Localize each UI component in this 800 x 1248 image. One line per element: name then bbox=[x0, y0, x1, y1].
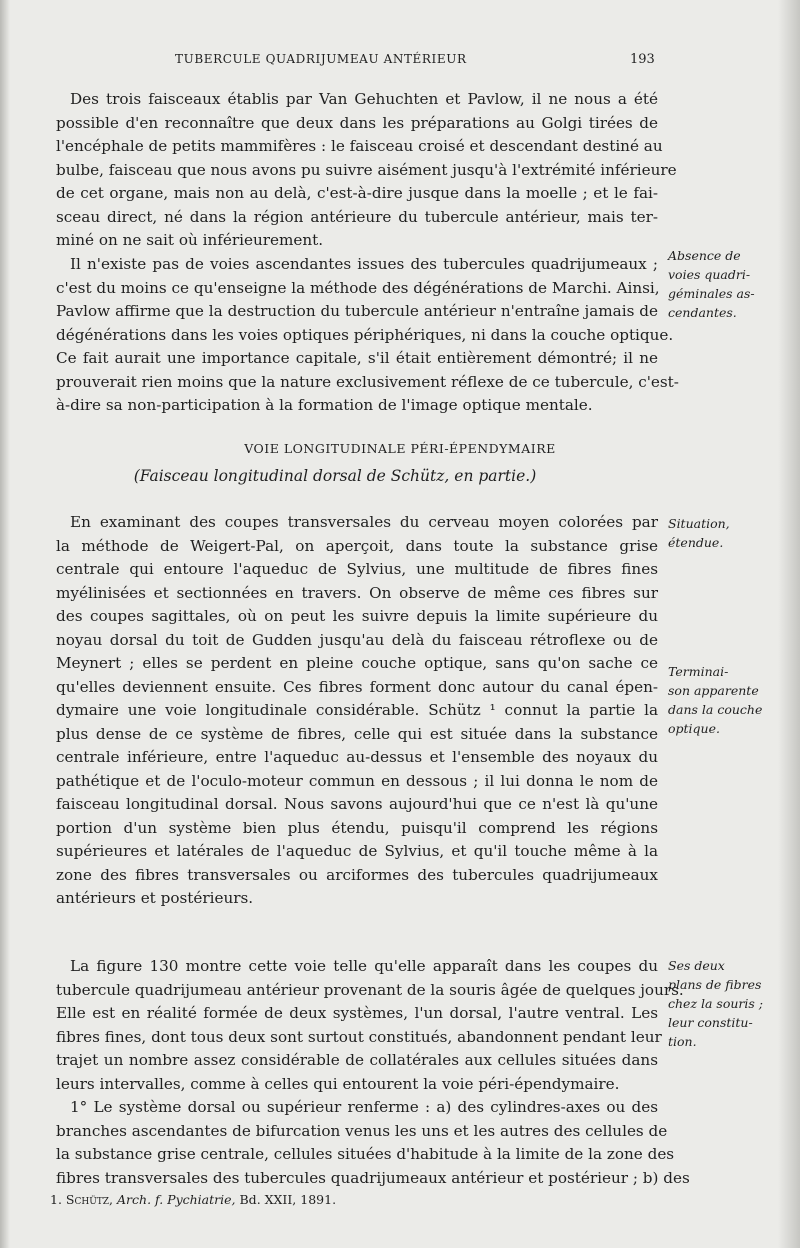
text-line: centrale inférieure, entre l'aqueduc au-dessus et l'ensemble des noyaux du bbox=[56, 748, 658, 766]
margin-note-line: chez la souris ; bbox=[668, 996, 763, 1011]
text-line: qu'elles deviennent ensuite. Ces fibres forment donc autour du canal épen- bbox=[56, 677, 658, 696]
footnote-mark: 1. bbox=[50, 1192, 62, 1207]
footnote-author: Schütz, bbox=[65, 1192, 114, 1207]
text-line: plus dense de ce système de fibres, celle qui est située dans la substance bbox=[56, 724, 658, 743]
text-line: l'encéphale de petits mammifères : le faisceau croisé et descendant destiné au bbox=[56, 137, 663, 155]
text-line: fibres fines, dont tous deux sont surtout constitués, abandonnent pendant leur bbox=[56, 1027, 662, 1046]
text-line: miné on ne sait où inférieurement. bbox=[56, 231, 324, 249]
margin-note-line: étendue. bbox=[668, 535, 724, 550]
margin-note-line: Ses deux bbox=[668, 958, 725, 973]
text-line: c'est du moins ce qu'enseigne la méthode des dégénérations de Marchi. Ainsi, bbox=[56, 278, 660, 297]
text-line: prouverait rien moins que la nature exclusivement réflexe de ce tubercule, c'est- bbox=[56, 372, 679, 391]
text-line: à-dire sa non-participation à la formation de l'image optique mentale. bbox=[56, 396, 593, 414]
text-line: de cet organe, mais non au delà, c'est-à-dire jusque dans la moelle ; et le fai- bbox=[56, 184, 658, 202]
text-line: possible d'en reconnaître que deux dans les préparations au Golgi tirées de bbox=[56, 113, 658, 132]
margin-note-line: leur constitu- bbox=[668, 1015, 753, 1030]
margin-note-line: Terminai- bbox=[668, 664, 729, 679]
running-head: TUBERCULE QUADRIJUMEAU ANTÉRIEUR bbox=[175, 52, 467, 66]
margin-note-line: optique. bbox=[668, 721, 720, 736]
text-line: En examinant des coupes transversales du cerveau moyen colorées par bbox=[70, 513, 658, 531]
paragraph bbox=[56, 88, 677, 253]
text-line: 1° Le système dorsal ou supérieur renferme : a) des cylindres-axes ou des bbox=[70, 1098, 658, 1116]
margin-note-line: dans la couche bbox=[668, 702, 763, 717]
text-line: antérieurs et postérieurs. bbox=[56, 889, 254, 907]
margin-note-line: géminales as- bbox=[668, 286, 755, 301]
margin-note-line: cendantes. bbox=[668, 305, 737, 320]
margin-note bbox=[668, 662, 786, 738]
text-line: leurs intervalles, comme à celles qui entourent la voie péri-épendymaire. bbox=[56, 1074, 620, 1093]
text-line: tubercule quadrijumeau antérieur provenant de la souris âgée de quelques jours. bbox=[56, 980, 684, 999]
text-line: la substance grise centrale, cellules situées d'habitude à la limite de la zone des bbox=[56, 1145, 675, 1163]
margin-note-line: Absence de bbox=[668, 248, 741, 263]
text-line: La figure 130 montre cette voie telle qu'elle apparaît dans les coupes du bbox=[70, 957, 658, 975]
text-line: portion d'un système bien plus étendu, puisqu'il comprend les régions bbox=[56, 818, 658, 837]
section-title: VOIE LONGITUDINALE PÉRI-ÉPENDYMAIRE bbox=[244, 441, 556, 456]
text-line: la méthode de Weigert-Pal, on aperçoit, dans toute la substance grise bbox=[56, 536, 658, 555]
text-line: myélinisées et sectionnées en travers. On observe de même ces fibres sur bbox=[56, 583, 658, 602]
margin-note-line: tion. bbox=[668, 1034, 697, 1049]
text-line: faisceau longitudinal dorsal. Nous savons aujourd'hui que ce n'est là qu'une bbox=[56, 795, 658, 813]
text-line: branches ascendantes de bifurcation venus les uns et les autres des cellules de bbox=[56, 1121, 668, 1140]
margin-note bbox=[668, 246, 786, 322]
text-line: Elle est en réalité formée de deux systèmes, l'un dorsal, l'autre ventral. Les bbox=[56, 1004, 658, 1022]
text-line: supérieures et latérales de l'aqueduc de Sylvius, et qu'il touche même à la bbox=[56, 842, 658, 860]
text-line: Des trois faisceaux établis par Van Gehuchten et Pavlow, il ne nous a été bbox=[70, 90, 658, 108]
text-line: pathétique et de l'oculo-moteur commun en dessous ; il lui donna le nom de bbox=[56, 771, 658, 790]
margin-note bbox=[668, 514, 786, 552]
text-line: noyau dorsal du toit de Gudden jusqu'au delà du faisceau rétroflexe ou de bbox=[56, 630, 658, 649]
footnote-reference: Bd. XXII, 1891. bbox=[239, 1192, 337, 1207]
margin-note-line: Situation, bbox=[668, 516, 730, 531]
text-line: dymaire une voie longitudinale considérable. Schütz ¹ connut la partie la bbox=[56, 701, 658, 719]
page-number: 193 bbox=[630, 52, 655, 67]
margin-note-line: son apparente bbox=[668, 683, 759, 698]
text-line: sceau direct, né dans la région antérieure du tubercule antérieur, mais ter- bbox=[56, 207, 658, 226]
text-line: centrale qui entoure l'aqueduc de Sylvius, une multitude de fibres fines bbox=[56, 560, 658, 578]
paragraph bbox=[56, 511, 658, 911]
text-line: Meynert ; elles se perdent en pleine couche optique, sans qu'on sache ce bbox=[56, 654, 658, 672]
text-line: Ce fait aurait une importance capitale, s'il était entièrement démontré; il ne bbox=[56, 349, 658, 367]
text-line: Pavlow affirme que la destruction du tubercule antérieur n'entraîne jamais de bbox=[56, 302, 658, 320]
paragraph bbox=[56, 1096, 690, 1190]
paragraph bbox=[56, 253, 679, 418]
text-line: des coupes sagittales, où on peut les suivre depuis la limite supérieure du bbox=[56, 607, 658, 625]
text-line: zone des fibres transversales ou arciformes des tubercules quadrijumeaux bbox=[56, 865, 658, 884]
text-line: trajet un nombre assez considérable de collatérales aux cellules situées dans bbox=[56, 1051, 658, 1069]
page-edge-shadow bbox=[778, 0, 800, 1248]
footnote-journal: Arch. f. Pychiatrie, bbox=[117, 1192, 236, 1207]
section-subtitle: (Faisceau longitudinal dorsal de Schütz, en partie.) bbox=[133, 467, 537, 485]
margin-note bbox=[668, 956, 786, 1051]
margin-note-line: plans de fibres bbox=[668, 977, 762, 992]
margin-note-line: voies quadri- bbox=[668, 267, 751, 282]
page-gutter-shadow bbox=[0, 0, 10, 1248]
footnote bbox=[50, 1192, 336, 1207]
text-line: fibres transversales des tubercules quadrijumeaux antérieur et postérieur ; b) des bbox=[56, 1168, 690, 1187]
text-line: dégénérations dans les voies optiques périphériques, ni dans la couche optique. bbox=[56, 325, 674, 344]
text-line: bulbe, faisceau que nous avons pu suivre aisément jusqu'à l'extrémité inférieure bbox=[56, 160, 677, 179]
text-line: Il n'existe pas de voies ascendantes issues des tubercules quadrijumeaux ; bbox=[70, 255, 658, 273]
